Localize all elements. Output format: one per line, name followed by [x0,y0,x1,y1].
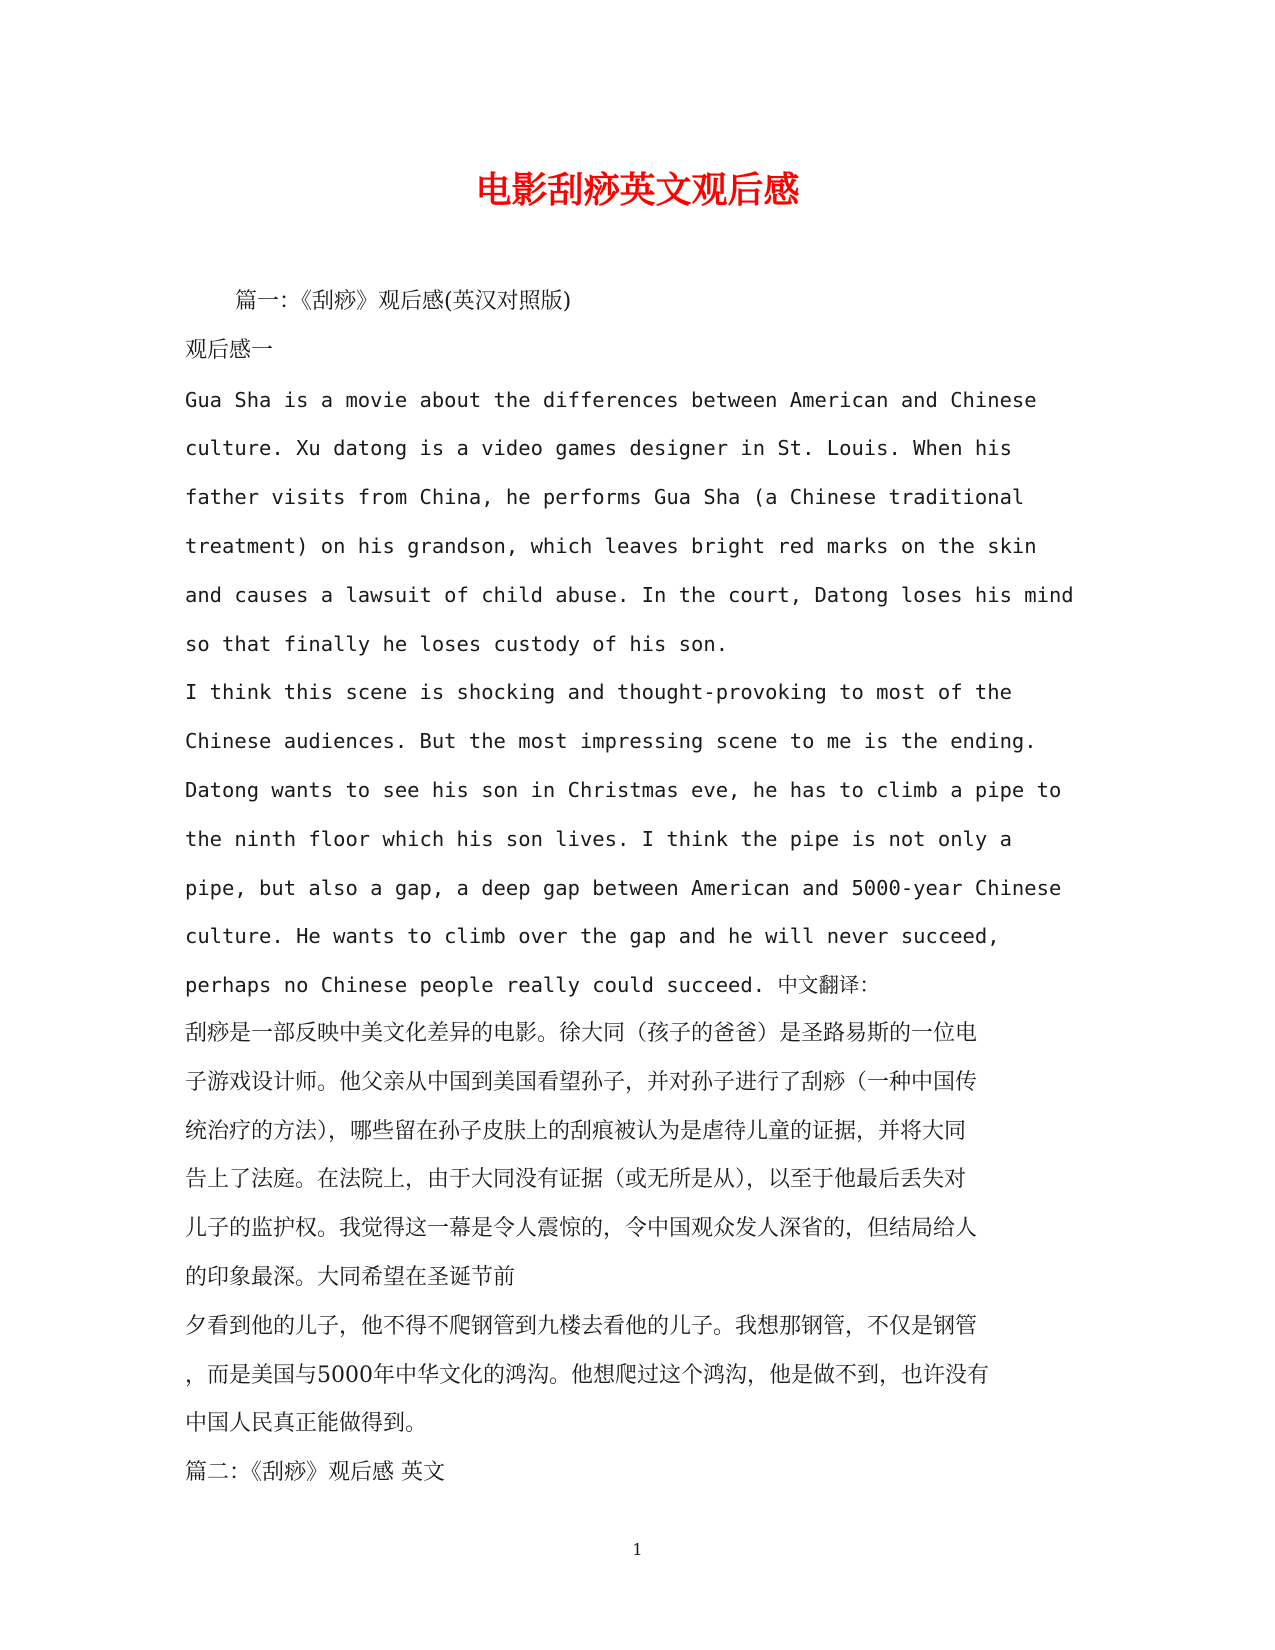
text-line: I think this scene is shocking and thought-provoking to most of the [185,680,1012,705]
text-line: father visits from China, he performs Gua Sha (a Chinese traditional [185,485,1025,510]
text-line: the ninth floor which his son lives. I think the pipe is not only a [185,826,1012,851]
text-line: 统治疗的方法），哪些留在孙子皮肤上的刮痕被认为是虐待儿童的证据，并将大同 [185,1118,967,1144]
document-title: 电影刮痧英文观后感 [475,169,800,211]
text-line: Chinese audiences. But the most impressing scene to me is the ending. [185,729,1037,754]
text-line: ，而是美国与5000年中华文化的鸿沟。他想爬过这个鸿沟，他是做不到，也许没有 [185,1362,989,1388]
text-line: 夕看到他的儿子，他不得不爬钢管到九楼去看他的儿子。我想那钢管，不仅是钢管 [185,1313,978,1339]
section-heading-2: 篇二：《刮痧》观后感 英文 [185,1460,445,1486]
text-line: culture. Xu datong is a video games designer in St. Louis. When his [185,436,1012,461]
subheading: 观后感一 [185,337,274,363]
text-line: pipe, but also a gap, a deep gap between American and 5000-year Chinese [185,875,1062,900]
page-number: 1 [632,1540,643,1559]
text-line: Datong wants to see his son in Christmas eve, he has to climb a pipe to [185,777,1062,802]
text-line: 的印象最深。大同希望在圣诞节前 [185,1264,516,1290]
text-line: 告上了法庭。在法院上，由于大同没有证据（或无所是从），以至于他最后丢失对 [185,1167,967,1193]
text-line: 刮痧是一部反映中美文化差异的电影。徐大同（孩子的爸爸）是圣路易斯的一位电 [185,1020,978,1046]
text-line: so that finally he loses custody of his son. [185,631,729,656]
text-line: 儿子的监护权。我觉得这一幕是令人震惊的，令中国观众发人深省的，但结局给人 [185,1216,978,1242]
text-line: 子游戏设计师。他父亲从中国到美国看望孙子，并对孙子进行了刮痧（一种中国传 [185,1069,978,1095]
text-line: 中国人民真正能做得到。 [185,1411,428,1437]
text-line: culture. He wants to climb over the gap and he will never succeed, [185,924,1000,949]
document-body [185,278,1090,1498]
text-line: treatment) on his grandson, which leaves bright red marks on the skin [185,533,1037,558]
text-line: perhaps no Chinese people really could succeed. 中文翻译： [185,973,880,998]
text-line: and causes a lawsuit of child abuse. In the court, Datong loses his mind [185,582,1074,607]
section-heading-1: 篇一：《刮痧》观后感(英汉对照版) [235,289,572,314]
text-line: Gua Sha is a movie about the differences between American and Chinese [185,387,1037,412]
